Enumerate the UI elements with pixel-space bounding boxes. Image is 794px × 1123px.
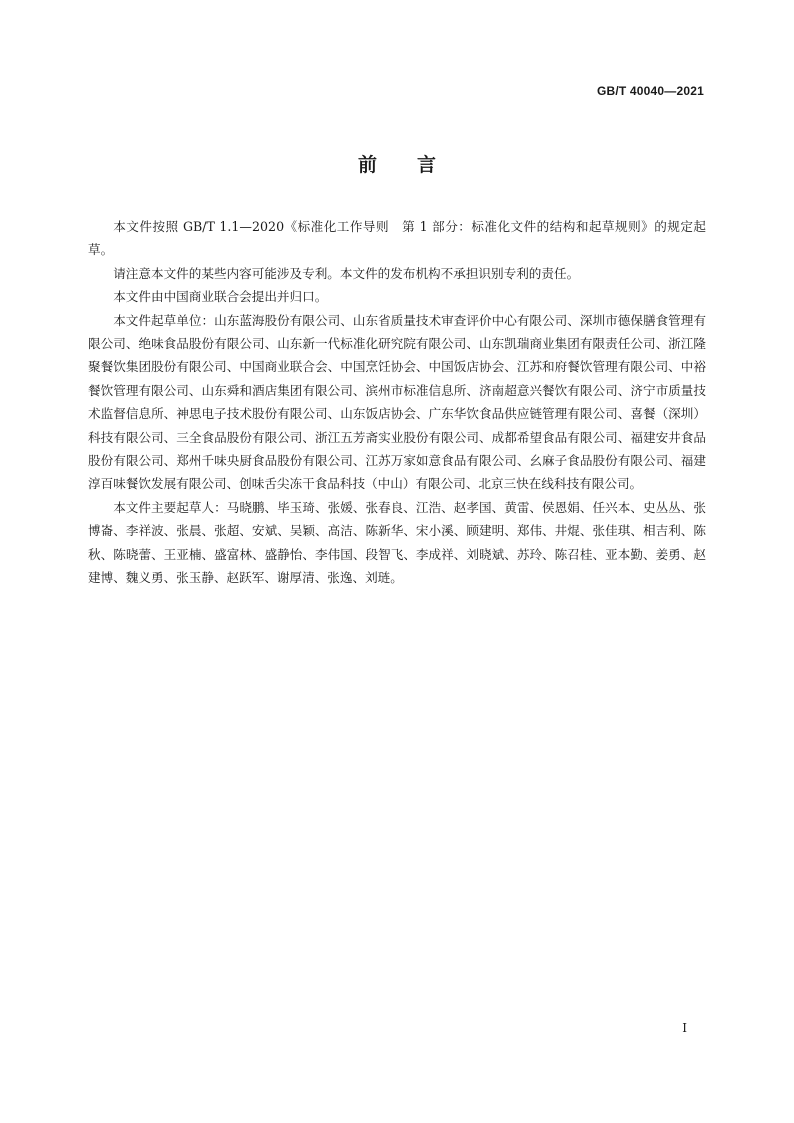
paragraph-drafting-organizations: 本文件起草单位：山东蓝海股份有限公司、山东省质量技术审查评价中心有限公司、深圳市德保膳食管理有限公司、绝味食品股份有限公司、山东新一代标准化研究院有限公司、山东凯瑞商业集团有限责任公司、浙江隆聚餐饮集团股份有限公司、中国商业联合会、中国烹饪协会、中国饭店协会、江苏和府餐饮管理有限公司、中裕餐饮管理有限公司、山东舜和酒店集团有限公司、滨州市标准信息所、济南超意兴餐饮有限公司、济宁市质量技术监督信息所、神思电子技术股份有限公司、山东饭店协会、广东华饮食品供应链管理有限公司、喜餐（深圳）科技有限公司、三全食品股份有限公司、浙江五芳斋实业股份有限公司、成都希望食品有限公司、福建安井食品股份有限公司、郑州千味央厨食品股份有限公司、江苏万家如意食品有限公司、幺麻子食品股份有限公司、福建淳百味餐饮发展有限公司、创味舌尖冻干食品科技（中山）有限公司、北京三快在线科技有限公司。 <box>88 312 706 492</box>
paragraph-drafters: 本文件主要起草人：马晓鹏、毕玉琦、张媛、张春良、江浩、赵孝国、黄雷、侯恩娟、任兴本、史丛丛、张博崙、李祥波、张晨、张超、安斌、吴颖、高洁、陈新华、宋小溪、顾建明、郑伟、井焜、张佳琪、相吉利、陈秋、陈晓蕾、王亚楠、盛富林、盛静怡、李伟国、段智飞、李成祥、刘晓斌、苏玲、陈召桂、亚本勤、姜勇、赵建博、魏义勇、张玉静、赵跃军、谢厚清、张逸、刘琏。 <box>88 499 706 586</box>
page-number: I <box>682 1021 687 1035</box>
page-title: 前言 <box>357 154 476 176</box>
standard-number: GB/T 40040—2021 <box>596 84 704 98</box>
paragraph-drafting-rules: 本文件按照 GB/T 1.1—2020《标准化工作导则 第 1 部分：标准化文件的结构和起草规则》的规定起草。 <box>88 219 706 258</box>
paragraph-patent-notice: 请注意本文件的某些内容可能涉及专利。本文件的发布机构不承担识别专利的责任。 <box>113 265 580 281</box>
foreword-body <box>88 215 706 590</box>
paragraph-proposer: 本文件由中国商业联合会提出并归口。 <box>113 289 328 305</box>
